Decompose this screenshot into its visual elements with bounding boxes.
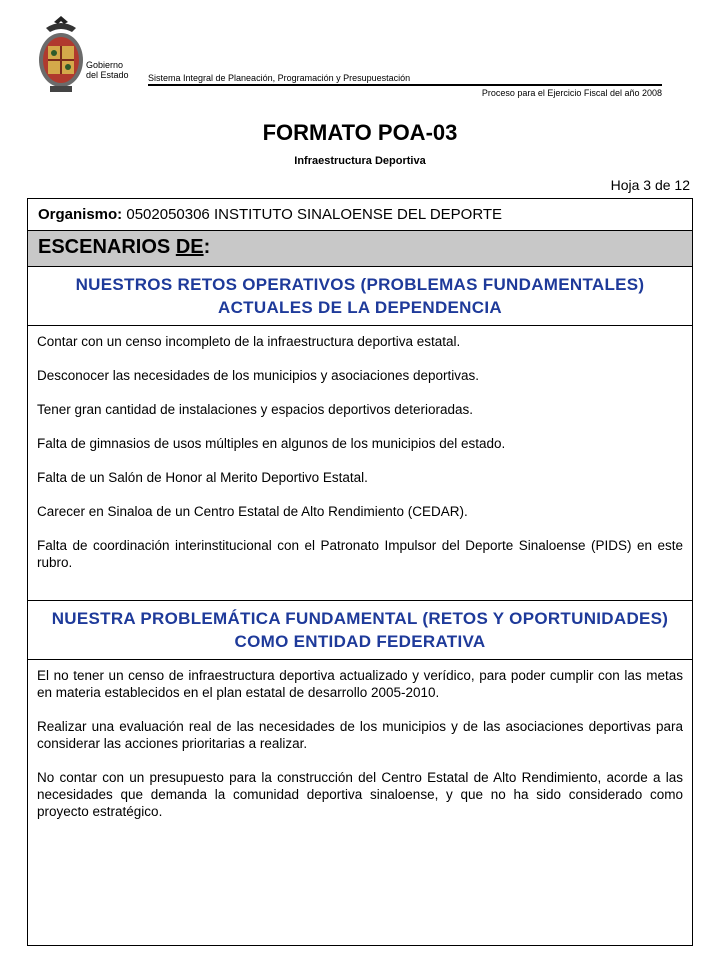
list-item: El no tener un censo de infraestructura deportiva actualizado y verídico, para poder cumplir con las metas en materia establecidos en el plan estatal de desarrollo 2005-2010. xyxy=(37,668,683,700)
list-item: Falta de un Salón de Honor al Merito Deportivo Estatal. xyxy=(37,470,368,485)
page-subtitle: Infraestructura Deportiva xyxy=(294,155,426,167)
header-rule xyxy=(148,84,662,86)
gobierno-label xyxy=(86,60,129,80)
list-item: No contar con un presupuesto para la construcción del Centro Estatal de Alto Rendimiento, acorde a las necesidades que demanda la comunidad deportiva sinaloense, y que no ha sido considerado como proyecto estratégico. xyxy=(37,770,683,819)
escenarios-suffix: : xyxy=(203,236,211,258)
state-seal-icon xyxy=(36,16,86,96)
list-item: Carecer en Sinaloa de un Centro Estatal de Alto Rendimiento (CEDAR). xyxy=(37,504,468,519)
page-header xyxy=(0,0,720,110)
escenarios-prefix: ESCENARIOS xyxy=(38,236,176,258)
page-title: FORMATO POA-03 xyxy=(262,120,458,145)
organismo-row xyxy=(28,199,692,231)
list-item: Falta de gimnasios de usos múltiples en algunos de los municipios del estado. xyxy=(37,436,506,451)
organismo-value: 0502050306 INSTITUTO SINALOENSE DEL DEPORTE xyxy=(122,206,503,223)
list-item: Realizar una evaluación real de las necesidades de los municipios y de las asociaciones deportivas para considerar las acciones prioritarias a realizar. xyxy=(37,719,683,751)
format-table xyxy=(27,198,693,946)
gobierno-line2: del Estado xyxy=(86,70,129,80)
section2-body xyxy=(28,660,692,820)
escenarios-row xyxy=(28,231,692,267)
list-item: Contar con un censo incompleto de la infraestructura deportiva estatal. xyxy=(37,334,461,349)
section2-heading: NUESTRA PROBLEMÁTICA FUNDAMENTAL (RETOS Y OPORTUNIDADES) COMO ENTIDAD FEDERATIVA xyxy=(28,601,692,660)
section1-heading: NUESTROS RETOS OPERATIVOS (PROBLEMAS FUNDAMENTALES) ACTUALES DE LA DEPENDENCIA xyxy=(28,267,692,326)
list-item: Desconocer las necesidades de los municipios y asociaciones deportivas. xyxy=(37,368,479,383)
escenarios-underlined: DE xyxy=(175,236,204,258)
list-item: Tener gran cantidad de instalaciones y espacios deportivos deterioradas. xyxy=(37,402,474,417)
list-item: Falta de coordinación interinstitucional con el Patronato Impulsor del Deporte Sinaloense (PIDS) en este rubro. xyxy=(37,538,683,570)
proceso-text: Proceso para el Ejercicio Fiscal del año 2008 xyxy=(481,88,662,98)
organismo-label: Organismo: xyxy=(38,206,123,223)
gobierno-line1: Gobierno xyxy=(86,60,124,70)
sistema-text: Sistema Integral de Planeación, Programación y Presupuestación xyxy=(148,73,411,83)
section1-body xyxy=(28,326,692,601)
page-number: Hoja 3 de 12 xyxy=(610,177,690,193)
